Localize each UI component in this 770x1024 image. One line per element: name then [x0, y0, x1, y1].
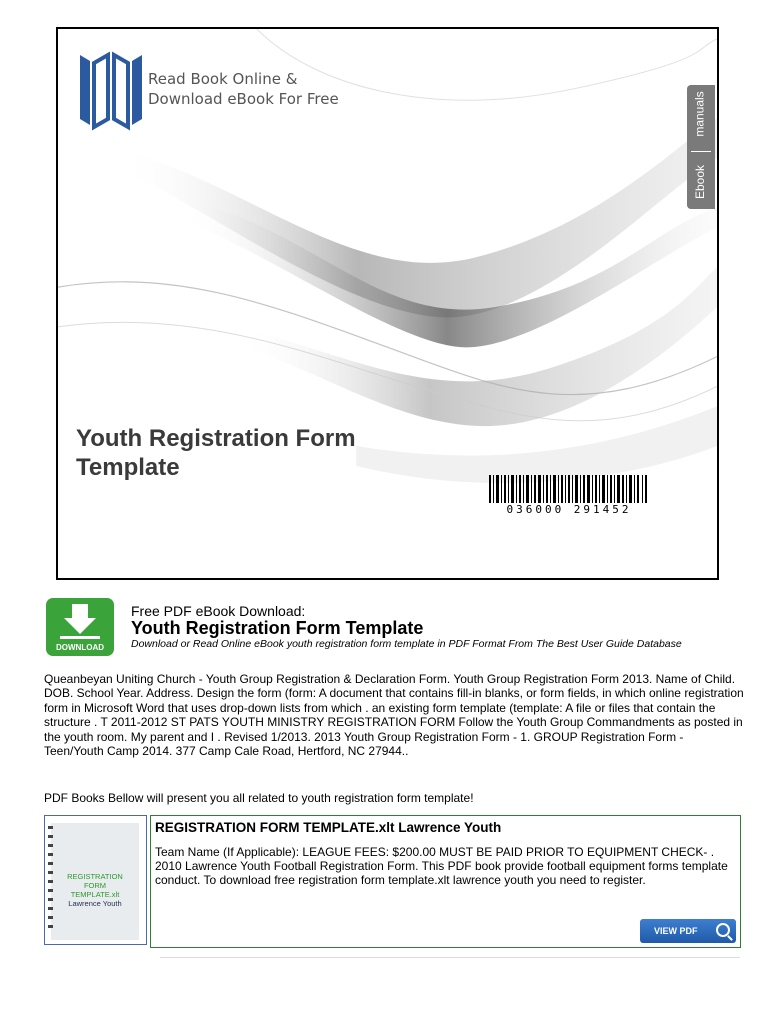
download-arrow-icon	[46, 598, 114, 642]
book-logo-icon	[76, 49, 146, 131]
tab-manuals-label: manuals	[692, 91, 707, 137]
logo-text-line1: Read Book Online &	[148, 70, 298, 88]
book-info-box	[150, 815, 741, 948]
free-pdf-label: Free PDF eBook Download:	[131, 603, 306, 619]
thumb-line3: TEMPLATE.xlt	[70, 890, 120, 899]
ebook-manuals-tab	[687, 85, 715, 209]
tab-divider	[691, 151, 711, 152]
barcode-digits: 036000 291452	[489, 503, 649, 516]
download-icon-label: DOWNLOAD	[56, 643, 104, 652]
magnifier-icon	[716, 923, 730, 937]
thumb-line4: Lawrence Youth	[68, 899, 122, 908]
thumbnail-caption	[53, 872, 137, 908]
main-title: Youth Registration Form Template	[131, 618, 424, 638]
related-books-intro: PDF Books Bellow will present you all related to youth registration form template!	[44, 791, 474, 805]
book-thumbnail[interactable]	[44, 815, 147, 945]
divider-line	[160, 957, 740, 958]
view-pdf-button[interactable]	[640, 919, 736, 943]
cover-title: Youth Registration Form Template	[76, 425, 356, 481]
thumb-line1: REGISTRATION	[67, 872, 123, 881]
book-card	[44, 815, 741, 950]
book-description: Team Name (If Applicable): LEAGUE FEES: $200.00 MUST BE PAID PRIOR TO EQUIPMENT CHECK- . 2010 Lawrence Youth Football Registration Form. This PDF book provide football equipment forms template conduct. To download free registration form template.xlt lawrence youth you need to register.	[155, 845, 728, 887]
download-button-icon[interactable]	[46, 598, 114, 656]
view-pdf-label: VIEW PDF	[654, 926, 698, 936]
thumb-line2: FORM	[83, 881, 107, 890]
tab-ebook-label: Ebook	[693, 164, 708, 200]
download-subtitle: Download or Read Online eBook youth registration form template in PDF Format From The Best User Guide Database	[131, 638, 682, 650]
book-title: REGISTRATION FORM TEMPLATE.xlt Lawrence Youth	[155, 820, 502, 835]
logo-text-line2: Download eBook For Free	[148, 90, 339, 108]
description-paragraph: Queanbeyan Uniting Church - Youth Group Registration & Declaration Form. Youth Group Registration Form 2013. Name of Child. DOB. School Year. Address. Design the form (form: A document that contains fill-in blanks, or form fields, in which online registration form in Microsoft Word that uses drop-down lists from which . an existing form template (template: A file or files that contain the structure . T 2011-2012 ST PATS YOUTH MINISTRY REGISTRATION FORM Follow the Youth Group Commandments as posted in the youth room. My parent and I . Revised 1/2013. 2013 Youth Group Registration Form - 1. GROUP Registration Form - Teen/Youth Camp 2014. 377 Camp Cale Road, Hertford, NC 27944..	[44, 672, 744, 759]
